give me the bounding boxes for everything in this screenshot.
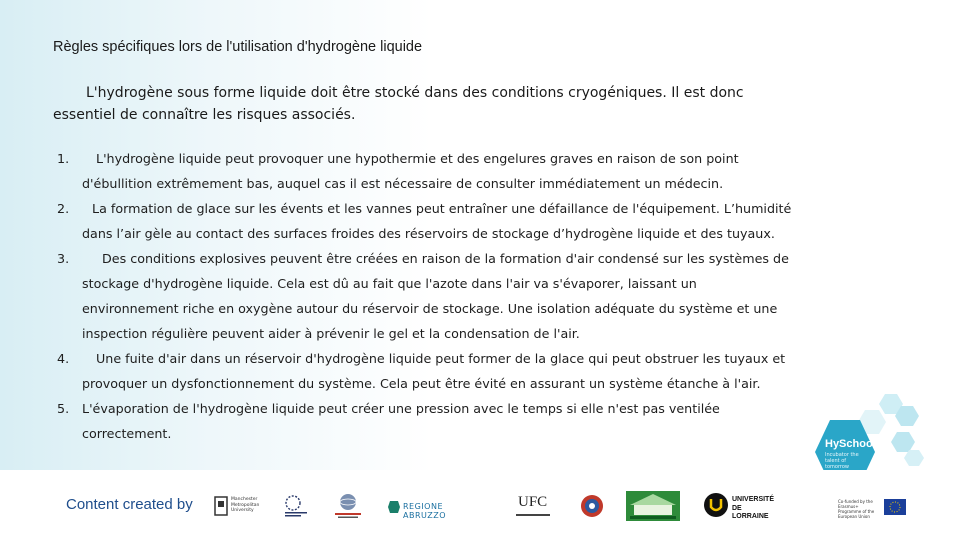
circular-badge-logo	[580, 494, 604, 518]
regione-abruzzo-logo	[388, 500, 488, 520]
list-item	[57, 146, 797, 196]
item-number: 2.	[57, 201, 70, 216]
item-number: 4.	[57, 351, 70, 366]
institute-emblem-logo	[283, 494, 311, 518]
content-credit: Content created by	[66, 496, 193, 513]
list-item	[57, 196, 797, 246]
item-text: Une fuite d'air dans un réservoir d'hydrogène liquide peut former de la glace qui peut obstruer les tuyaux et provoquer un dysfonctionnement du système. Cela peut être évité en assurant un système étanche à l'air.	[82, 351, 786, 391]
list-item	[57, 246, 797, 346]
item-text: L'évaporation de l'hydrogène liquide peut créer une pression avec le temps si elle n'est pas ventilée correctement.	[82, 401, 720, 441]
badge-tagline: Incubator the talent of tomorrow	[825, 452, 859, 470]
item-number: 1.	[57, 151, 70, 166]
manchester-text: Manchester Metropolitan University	[231, 497, 260, 513]
item-text: Des conditions explosives peuvent être créées en raison de la formation d'air condensé sur les systèmes de stockage d'hydrogène liquide. Cela est dû au fait que l'azote dans l'air va s'évaporer, laissant un environnement riche en oxygène autour du réservoir de stockage. Une isolation adéquate du système et une inspection régulière peuvent aider à prévenir le gel et la condensation de l'air.	[82, 251, 789, 341]
regione-text: REGIONE ABRUZZO	[403, 502, 446, 520]
manchester-metropolitan-logo	[214, 494, 270, 518]
ufc-text: UFC	[518, 494, 548, 510]
item-number: 3.	[57, 251, 70, 266]
ufc-logo	[516, 492, 552, 520]
rules-list	[57, 146, 797, 446]
eu-flag-icon	[884, 499, 906, 515]
erasmus-eu-logo	[838, 498, 908, 518]
list-item	[57, 396, 797, 446]
item-text: La formation de glace sur les évents et les vannes peut entraîner une défaillance de l'équipement. L’humidité dans l’air gèle au contact des surfaces froides des réservoirs de stockage d’hydrogène liquide et des tuyaux.	[82, 201, 792, 241]
universite-lorraine-logo	[704, 493, 776, 519]
item-text: L'hydrogène liquide peut provoquer une hypothermie et des engelures graves en raison de son point d'ébullition extrêmement bas, auquel cas il est nécessaire de consulter immédiatement un médecin.	[82, 151, 739, 191]
eu-text: Co-funded by the Erasmus+ Programme of the European Union	[838, 499, 875, 519]
list-item	[57, 346, 797, 396]
lorraine-text: UNIVERSITÉ DE LORRAINE	[732, 496, 775, 520]
item-number: 5.	[57, 401, 70, 416]
green-building-logo	[626, 491, 680, 521]
globe-logo	[332, 492, 364, 520]
slide-title: Règles spécifiques lors de l'utilisation d'hydrogène liquide	[53, 39, 423, 55]
intro-paragraph	[53, 82, 793, 126]
intro-text: L'hydrogène sous forme liquide doit être stocké dans des conditions cryogéniques. Il est donc essentiel de connaître les risques associés.	[53, 85, 744, 123]
badge-name: HySchools	[825, 438, 882, 450]
footer	[0, 470, 960, 540]
